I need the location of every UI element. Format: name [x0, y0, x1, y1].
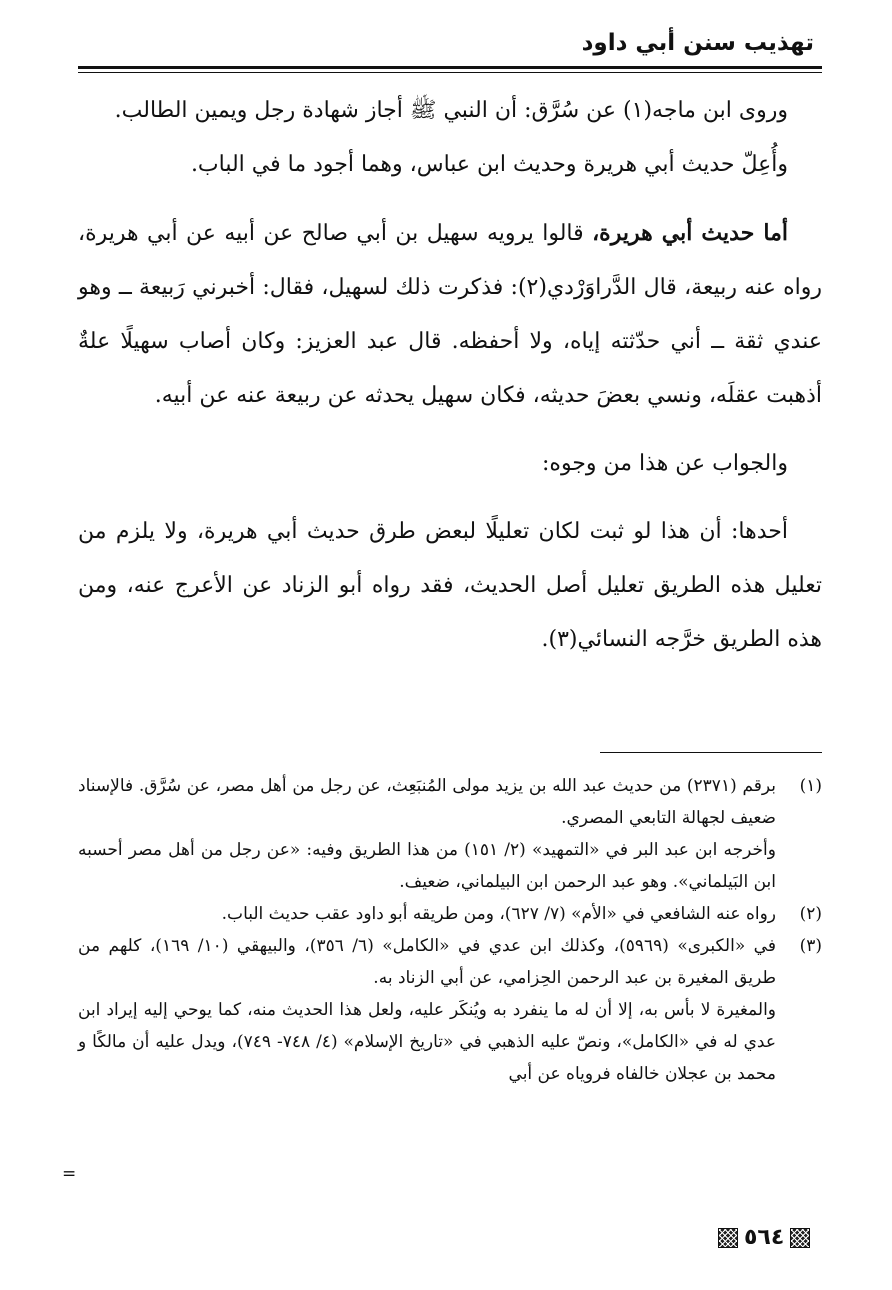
- footnote-number: (٢): [799, 904, 822, 924]
- ornament-icon: [790, 1228, 810, 1248]
- footnote-text: رواه عنه الشافعي في «الأم» (٧/ ٦٢٧)، ومن طريقه أبو داود عقب حديث الباب.: [221, 904, 776, 924]
- footnote-body: [78, 930, 776, 1090]
- continuation-mark: =: [62, 1164, 77, 1184]
- page-number-block: [718, 1225, 810, 1250]
- footnote-number: (٣): [799, 936, 822, 956]
- footnote-separator: [600, 752, 822, 753]
- paragraph: وروى ابن ماجه(١) عن سُرَّق: أن النبي ﷺ أجاز شهادة رجل ويمين الطالب.: [114, 98, 788, 123]
- paragraph: أحدها: أن هذا لو ثبت لكان تعليلًا لبعض طرق حديث أبي هريرة، ولا يلزم من تعليل هذه الطريق تعليل أصل الحديث، فقد رواه أبو الزناد عن الأعرج عنه، ومن هذه الطريق خرَّجه النسائي(٣).: [78, 519, 822, 652]
- footnote-body: [78, 898, 776, 930]
- footnote: [78, 770, 822, 898]
- footnotes: [78, 770, 822, 1090]
- footnote-text: في «الكبرى» (٥٩٦٩)، وكذلك ابن عدي في «الكامل» (٦/ ٣٥٦)، والبيهقي (١٠/ ١٦٩)، كلهم من طريق المغيرة بن عبد الرحمن الحِزامي، عن أبي الزناد به.: [78, 936, 776, 988]
- paragraph-lead: أما حديث أبي هريرة،: [592, 220, 788, 246]
- footnote: [78, 898, 822, 930]
- header-rule-thin: [78, 72, 822, 73]
- footnote-text: برقم (٢٣٧١) من حديث عبد الله بن يزيد مولى المُنبَعِث، عن رجل من أهل مصر، عن سُرَّق. فالإسناد ضعيف لجهالة التابعي المصري.: [78, 776, 776, 828]
- page-header-title: تهذيب سنن أبي داود: [581, 30, 814, 56]
- footnote-text: وأخرجه ابن عبد البر في «التمهيد» (٢/ ١٥١) من هذا الطريق وفيه: «عن رجل من أهل مصر أحسبه ابن البَيلماني». وهو عبد الرحمن ابن البيلماني، ضعيف.: [78, 840, 776, 892]
- paragraph: [78, 206, 822, 423]
- ornament-icon: [718, 1228, 738, 1248]
- footnote-number: (١): [799, 776, 822, 796]
- footnote-body: [78, 770, 776, 898]
- header-rule: [78, 66, 822, 69]
- main-text: [78, 84, 822, 667]
- footnote: [78, 930, 822, 1090]
- paragraph: والجواب عن هذا من وجوه:: [542, 451, 788, 476]
- page-number: ٥٦٤: [744, 1225, 785, 1250]
- paragraph: وأُعِلّ حديث أبي هريرة وحديث ابن عباس، وهما أجود ما في الباب.: [190, 152, 788, 177]
- paragraph-text: قالوا يرويه سهيل بن أبي صالح عن أبيه عن أبي هريرة، رواه عنه ربيعة، قال الدَّراوَرْدي(٢): فذكرت ذلك لسهيل، فقال: أخبرني رَبيعة ــ وهو عندي ثقة ــ أني حدّثته إياه، ولا أحفظه. قال عبد العزيز: وكان أصاب سهيلًا علةٌ أذهبت عقلَه، ونسي بعضَ حديثه، فكان سهيل يحدثه عن ربيعة عنه عن أبيه.: [78, 221, 823, 408]
- footnote-text: والمغيرة لا بأس به، إلا أن له ما ينفرد به ويُنكَر عليه، ولعل هذا الحديث منه، كما يوحي إليه إيراد ابن عدي له في «الكامل»، ونصّ عليه الذهبي في «تاريخ الإسلام» (٤/ ٧٤٨- ٧٤٩)، ويدل عليه أن مالكًا و محمد بن عجلان خالفاه فروياه عن أبي: [78, 1000, 776, 1084]
